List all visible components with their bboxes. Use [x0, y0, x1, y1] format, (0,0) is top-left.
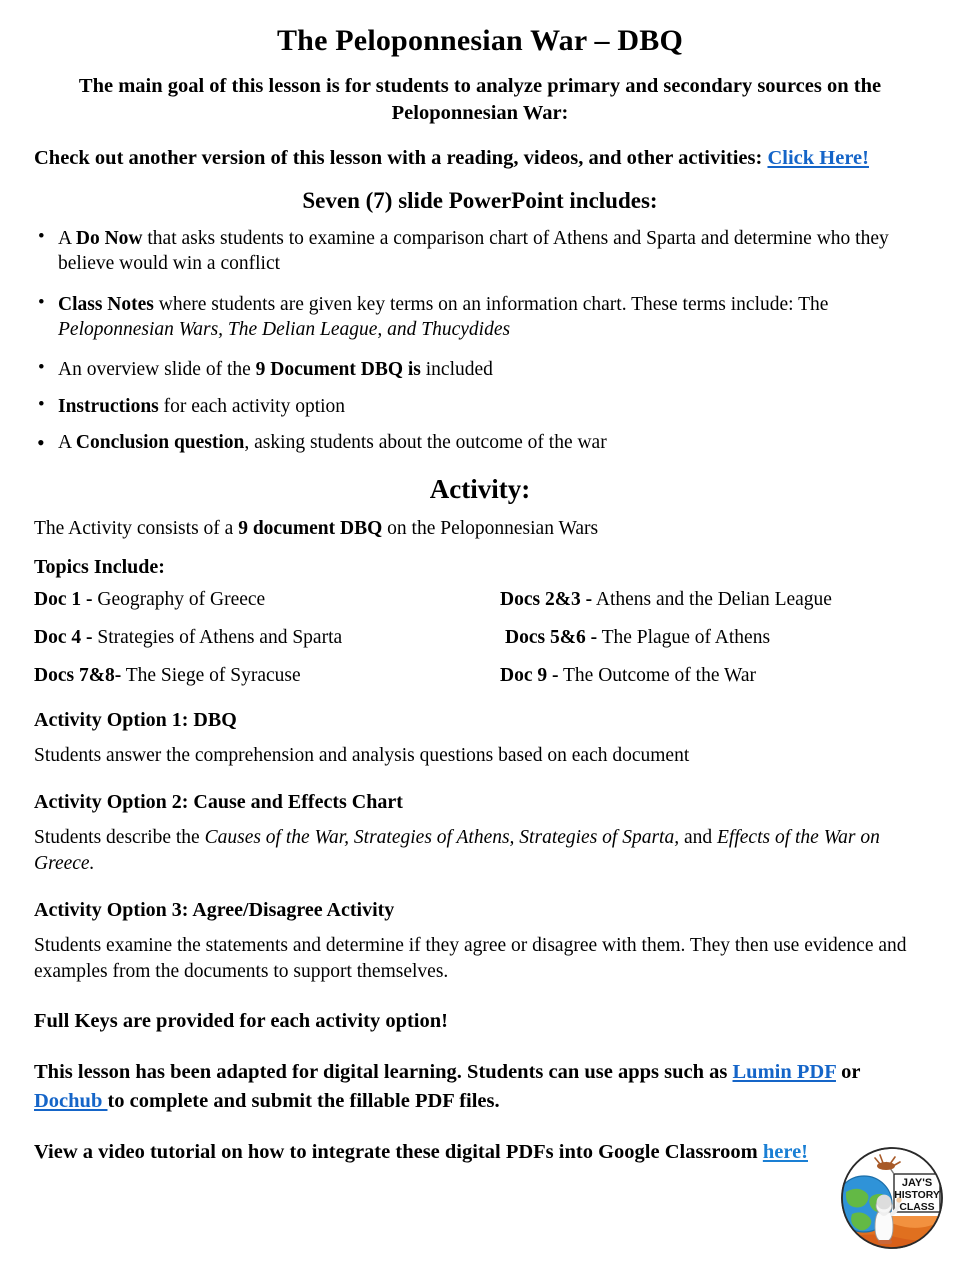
text-run-bold: Conclusion question — [75, 431, 245, 453]
digital-text-before: This lesson has been adapted for digital learning. Students can use apps such as — [34, 1060, 733, 1083]
topic-text: Strategies of Athens and Sparta — [92, 627, 343, 649]
logo-line-1: JAY'S — [901, 1177, 933, 1189]
topic-cell-left — [34, 589, 500, 611]
topic-cell-right — [500, 627, 926, 649]
video-tutorial-paragraph — [0, 1138, 868, 1167]
text-run-bold: 9 Document DBQ is — [255, 359, 421, 381]
text-run-normal: where students are given key terms on an information chart. These terms include: The — [153, 293, 829, 315]
topic-cell-left — [34, 627, 500, 649]
text-run-bold: Class Notes — [58, 293, 154, 315]
text-run-italic: Peloponnesian Wars, The Delian League, and Thucydides — [58, 318, 511, 340]
topic-text: Athens and the Delian League — [592, 589, 832, 611]
activity-option-1-heading: Activity Option 1: DBQ — [34, 709, 237, 732]
topic-text: Geography of Greece — [92, 589, 266, 611]
text-run-bold: Instructions — [58, 395, 159, 417]
text-run-normal: A — [58, 227, 76, 249]
topic-cell-right — [500, 665, 926, 687]
text-run-italic: Effects of the War on Greece. — [34, 827, 880, 875]
jays-history-class-logo — [838, 1144, 946, 1252]
activity-intro-bold: 9 document DBQ — [238, 518, 383, 540]
text-run-normal: Students examine the statements and determine if they agree or disagree with them. They then use evidence and examples from the documents to support themselves. — [34, 934, 907, 982]
page-title: The Peloponnesian War – DBQ — [276, 24, 684, 57]
topic-label: Doc 4 - — [34, 627, 93, 649]
activity-intro — [0, 516, 960, 542]
text-run-normal: Students describe the — [34, 827, 205, 849]
activity-intro-before: The Activity consists of a — [34, 518, 239, 540]
powerpoint-bullet-list — [0, 226, 960, 455]
list-item — [36, 394, 930, 419]
dochub-link[interactable]: Dochub — [34, 1090, 108, 1113]
text-run-normal: and — [679, 827, 718, 849]
list-item — [36, 226, 930, 277]
other-version-text: Check out another version of this lesson with a reading, videos, and other activities: — [34, 146, 768, 169]
text-run-normal: included — [420, 359, 493, 381]
other-version-paragraph — [0, 144, 960, 172]
topic-text: The Plague of Athens — [597, 627, 771, 649]
logo-line-3: CLASS — [899, 1202, 935, 1213]
lumin-pdf-link[interactable]: Lumin PDF — [732, 1060, 836, 1083]
topic-cell-left — [34, 665, 500, 687]
table-row — [34, 627, 926, 649]
powerpoint-heading: Seven (7) slide PowerPoint includes: — [302, 187, 658, 213]
digital-learning-paragraph — [0, 1058, 960, 1116]
digital-text-after: to complete and submit the fillable PDF files. — [107, 1090, 500, 1113]
table-row — [34, 589, 926, 611]
activity-heading: Activity: — [429, 474, 531, 505]
logo-line-2: HISTORY — [894, 1190, 940, 1201]
text-run-normal: A — [58, 431, 76, 453]
topic-cell-right — [500, 589, 926, 611]
text-run-italic: Causes of the War, Strategies of Athens, Strategies of Sparta, — [204, 827, 680, 849]
text-run-normal: for each activity option — [158, 395, 346, 417]
tutorial-text-before: View a video tutorial on how to integrate these digital PDFs into Google Classroom — [34, 1141, 763, 1164]
click-here-link[interactable]: Click Here! — [767, 146, 869, 169]
topic-text: The Siege of Syracuse — [121, 665, 301, 687]
topics-label: Topics Include: — [34, 556, 165, 579]
topic-label: Docs 5&6 - — [505, 627, 598, 649]
activity-option-3-body — [0, 933, 960, 985]
text-run-normal: Students answer the comprehension and analysis questions based on each document — [34, 745, 690, 767]
activity-intro-after: on the Peloponnesian Wars — [382, 518, 599, 540]
text-run-normal: that asks students to examine a comparison chart of Athens and Sparta and determine who they believe would win a conflict — [58, 227, 889, 275]
table-row — [34, 665, 926, 687]
list-item — [36, 292, 930, 343]
logo-badge-icon — [838, 1144, 946, 1252]
document-page — [0, 24, 960, 1266]
text-run-normal: , asking students about the outcome of the war — [244, 431, 607, 453]
here-link[interactable]: here! — [762, 1141, 808, 1164]
list-item — [36, 430, 930, 455]
full-keys-text: Full Keys are provided for each activity option! — [34, 1009, 448, 1032]
topic-label: Doc 9 - — [500, 665, 559, 687]
topics-grid — [0, 589, 960, 687]
topic-text: The Outcome of the War — [558, 665, 757, 687]
activity-option-2-body — [0, 825, 960, 877]
text-run-bold: Do Now — [75, 227, 143, 249]
topic-label: Docs 2&3 - — [500, 589, 593, 611]
topic-label: Doc 1 - — [34, 589, 93, 611]
text-run-normal: An overview slide of the — [58, 359, 256, 381]
digital-text-middle: or — [835, 1060, 861, 1083]
activity-option-1-body — [0, 743, 960, 769]
activity-option-2-heading: Activity Option 2: Cause and Effects Chart — [34, 791, 403, 814]
topic-label: Docs 7&8- — [34, 665, 122, 687]
list-item — [36, 357, 930, 382]
lesson-goal-text: The main goal of this lesson is for students to analyze primary and secondary sources on the Peloponnesian War: — [78, 74, 882, 124]
activity-option-3-heading: Activity Option 3: Agree/Disagree Activity — [34, 898, 395, 921]
